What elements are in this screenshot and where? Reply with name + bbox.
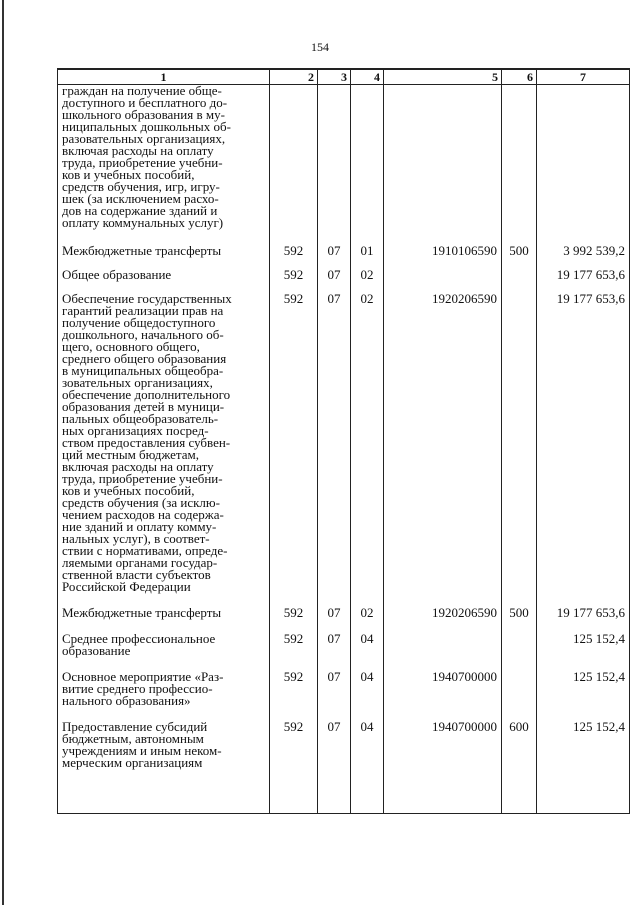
- section-code-cell: 07: [318, 607, 351, 633]
- row-name-line: ков и учебных пособий,: [62, 167, 195, 182]
- expense-type-cell: [502, 269, 537, 293]
- section-code-cell: 07: [318, 269, 351, 293]
- row-name-line: ляемыми органами государ-: [62, 555, 218, 570]
- amount-cell: 125 152,4: [537, 671, 630, 721]
- ministry-code-cell: 592: [270, 633, 318, 671]
- row-name-line: ственной власти субъектов: [62, 567, 211, 582]
- amount-cell: 125 152,4: [537, 721, 630, 791]
- budget-table: [57, 68, 630, 814]
- row-name-line: средств обучения, игр, игру-: [62, 179, 220, 194]
- filler-cell: [318, 791, 351, 814]
- col-header-7: 7: [537, 69, 630, 85]
- ministry-code-cell: 592: [270, 607, 318, 633]
- row-name-line: щего, основного общего,: [62, 339, 200, 354]
- ministry-code-cell: 592: [270, 245, 318, 269]
- page-left-edge: [2, 0, 4, 905]
- row-name-line: Предоставление субсидий: [62, 719, 208, 734]
- expense-type-cell: [502, 671, 537, 721]
- target-article-cell: 1920206590: [384, 607, 502, 633]
- row-name-line: ций местным бюджетам,: [62, 447, 200, 462]
- target-article-cell: 1940700000: [384, 721, 502, 791]
- row-name-line: ков и учебных пособий,: [62, 483, 195, 498]
- row-name-line: Межбюджетные трансферты: [62, 605, 222, 620]
- target-article-cell: 1940700000: [384, 671, 502, 721]
- row-name-line: учреждениям и иным неком-: [62, 743, 222, 758]
- ministry-code-cell: 592: [270, 721, 318, 791]
- section-code-cell: 07: [318, 633, 351, 671]
- row-name-cell: [58, 269, 270, 293]
- col-header-1: 1: [58, 69, 270, 85]
- row-name-line: получение общедоступного: [62, 315, 216, 330]
- table-row: [58, 607, 630, 633]
- table-row: [58, 633, 630, 671]
- row-name-line: дов на содержание зданий и: [62, 203, 218, 218]
- row-name-cell: [58, 633, 270, 671]
- amount-cell: 19 177 653,6: [537, 293, 630, 607]
- row-name-line: ных организациях посред-: [62, 423, 209, 438]
- table-row: [58, 671, 630, 721]
- row-name-line: пальных общеобразователь-: [62, 411, 219, 426]
- row-name-cell: [58, 293, 270, 607]
- expense-type-cell: [502, 293, 537, 607]
- row-name-line: граждан на получение обще-: [62, 83, 222, 98]
- filler-cell: [537, 791, 630, 814]
- amount-cell: 19 177 653,6: [537, 269, 630, 293]
- table-row: [58, 245, 630, 269]
- row-name-line: дошкольного, начального об-: [62, 327, 224, 342]
- table-filler-row: [58, 791, 630, 814]
- expense-type-cell: 500: [502, 245, 537, 269]
- col-header-6: 6: [502, 69, 537, 85]
- row-name-cell: [58, 85, 270, 246]
- target-article-cell: 1910106590: [384, 245, 502, 269]
- filler-cell: [270, 791, 318, 814]
- row-name-line: ние зданий и оплату комму-: [62, 519, 217, 534]
- row-name-cell: [58, 721, 270, 791]
- expense-type-cell: [502, 85, 537, 246]
- target-article-cell: [384, 85, 502, 246]
- row-name-line: включая расходы на оплату: [62, 459, 214, 474]
- row-name-line: оплату коммунальных услуг): [62, 215, 224, 230]
- row-name-line: Основное мероприятие «Раз-: [62, 669, 224, 684]
- expense-type-cell: 600: [502, 721, 537, 791]
- target-article-cell: 1920206590: [384, 293, 502, 607]
- subsection-code-cell: 02: [351, 607, 384, 633]
- section-code-cell: 07: [318, 293, 351, 607]
- row-name-line: включая расходы на оплату: [62, 143, 214, 158]
- table-row: [58, 721, 630, 791]
- row-name-line: школьного образования в му-: [62, 107, 225, 122]
- subsection-code-cell: [351, 85, 384, 246]
- row-name-line: образование: [62, 643, 131, 658]
- section-code-cell: 07: [318, 671, 351, 721]
- target-article-cell: [384, 269, 502, 293]
- row-name-line: доступного и бесплатного до-: [62, 95, 228, 110]
- row-name-line: зовательных организациях,: [62, 375, 213, 390]
- subsection-code-cell: 04: [351, 633, 384, 671]
- page-number: 154: [311, 40, 329, 54]
- subsection-code-cell: 02: [351, 269, 384, 293]
- section-code-cell: [318, 85, 351, 246]
- row-name-cell: [58, 671, 270, 721]
- row-name-line: ствии с нормативами, опреде-: [62, 543, 228, 558]
- col-header-3: 3: [318, 69, 351, 85]
- row-name-line: шек (за исключением расхо-: [62, 191, 219, 206]
- row-name-cell: [58, 245, 270, 269]
- section-code-cell: 07: [318, 721, 351, 791]
- amount-cell: 3 992 539,2: [537, 245, 630, 269]
- subsection-code-cell: 04: [351, 721, 384, 791]
- row-name-line: бюджетным, автономным: [62, 731, 204, 746]
- filler-cell: [351, 791, 384, 814]
- row-name-line: образования детей в муници-: [62, 399, 225, 414]
- expense-type-cell: 500: [502, 607, 537, 633]
- ministry-code-cell: 592: [270, 671, 318, 721]
- amount-cell: 19 177 653,6: [537, 607, 630, 633]
- row-name-line: Обеспечение государственных: [62, 291, 232, 306]
- table-row: [58, 85, 630, 246]
- row-name-line: ниципальных дошкольных об-: [62, 119, 231, 134]
- amount-cell: 125 152,4: [537, 633, 630, 671]
- col-header-5: 5: [384, 69, 502, 85]
- subsection-code-cell: 02: [351, 293, 384, 607]
- row-name-line: ством предоставления субвен-: [62, 435, 231, 450]
- target-article-cell: [384, 633, 502, 671]
- expense-type-cell: [502, 633, 537, 671]
- filler-cell: [58, 791, 270, 814]
- col-header-4: 4: [351, 69, 384, 85]
- row-name-line: труда, приобретение учебни-: [62, 155, 223, 170]
- amount-cell: [537, 85, 630, 246]
- col-header-2: 2: [270, 69, 318, 85]
- row-name-cell: [58, 607, 270, 633]
- row-name-line: средств обучения (за исклю-: [62, 495, 220, 510]
- filler-cell: [384, 791, 502, 814]
- row-name-line: в муниципальных общеобра-: [62, 363, 224, 378]
- row-name-line: среднего общего образования: [62, 351, 227, 366]
- subsection-code-cell: 01: [351, 245, 384, 269]
- ministry-code-cell: 592: [270, 293, 318, 607]
- row-name-line: нальных услуг), в соответ-: [62, 531, 210, 546]
- row-name-line: Российской Федерации: [62, 579, 191, 594]
- row-name-line: чением расходов на содержа-: [62, 507, 224, 522]
- ministry-code-cell: [270, 85, 318, 246]
- subsection-code-cell: 04: [351, 671, 384, 721]
- row-name-line: труда, приобретение учебни-: [62, 471, 223, 486]
- ministry-code-cell: 592: [270, 269, 318, 293]
- row-name-line: Межбюджетные трансферты: [62, 243, 222, 258]
- row-name-line: гарантий реализации прав на: [62, 303, 224, 318]
- row-name-line: Общее образование: [62, 267, 172, 282]
- table-row: [58, 293, 630, 607]
- row-name-line: витие среднего профессио-: [62, 681, 213, 696]
- section-code-cell: 07: [318, 245, 351, 269]
- filler-cell: [502, 791, 537, 814]
- row-name-line: обеспечение дополнительного: [62, 387, 231, 402]
- row-name-line: мерческим организациям: [62, 755, 203, 770]
- row-name-line: разовательных организациях,: [62, 131, 226, 146]
- row-name-line: нального образования»: [62, 693, 191, 708]
- table-row: [58, 269, 630, 293]
- row-name-line: Среднее профессиональное: [62, 631, 216, 646]
